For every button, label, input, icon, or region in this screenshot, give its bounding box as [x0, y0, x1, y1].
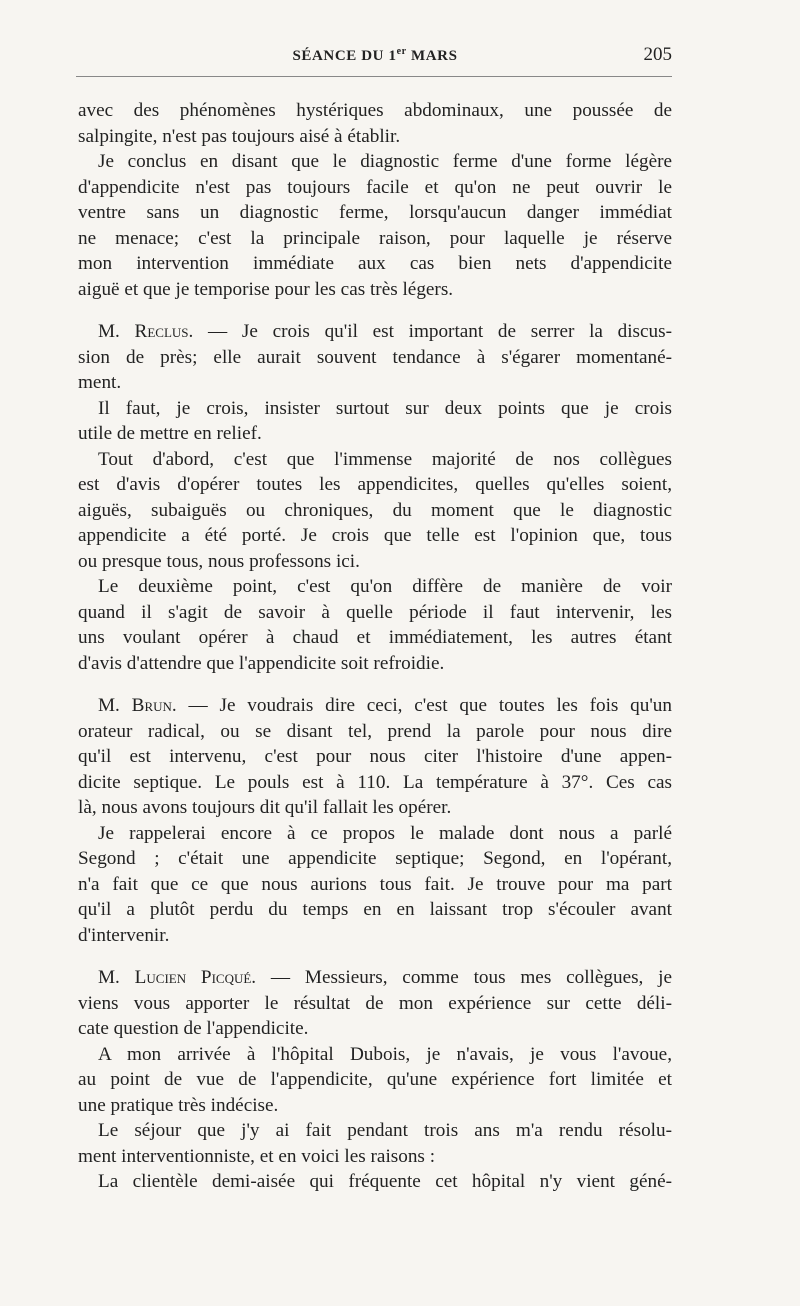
text-line: d'appendicite n'est pas toujours facile et qu'on ne peut ouvrir le [78, 176, 672, 198]
text-line: ment. [78, 372, 122, 393]
text-line: A mon arrivée à l'hôpital Dubois, je n'avais, je vous l'avoue, [98, 1043, 672, 1065]
text-line: utile de mettre en relief. [78, 423, 262, 444]
speaker-paragraph [78, 965, 672, 1042]
text-line: viens vous apporter le résultat de mon expérience sur cette déli- [78, 992, 672, 1014]
text-line: M. Reclus. — Je crois qu'il est important de serrer la discus- [98, 321, 672, 342]
page-number: 205 [643, 44, 672, 65]
body-text [78, 98, 672, 1195]
header-rule [76, 76, 672, 77]
text-line: Tout d'abord, c'est que l'immense majorité de nos collègues [98, 448, 672, 470]
paragraph [78, 1169, 672, 1195]
paragraph [78, 98, 672, 149]
text-line: n'a fait que ce que nous aurions tous fait. Je trouve pour ma part [78, 873, 672, 895]
text-line: appendicite a été porté. Je crois que telle est l'opinion que, tous [78, 525, 672, 546]
text-line: une pratique très indécise. [78, 1094, 279, 1116]
text-line: Segond ; c'était une appendicite septique; Segond, en l'opérant, [78, 848, 672, 869]
text-line: quand il s'agit de savoir à quelle période il faut intervenir, les [78, 601, 672, 623]
text-line: orateur radical, ou se disant tel, prend la parole pour nous dire [78, 720, 672, 742]
text-line: cate question de l'appendicite. [78, 1018, 309, 1039]
text-line: La clientèle demi-aisée qui fréquente cet hôpital n'y vient géné- [98, 1171, 672, 1192]
running-header [78, 46, 672, 72]
text-line: ne menace; c'est la principale raison, pour laquelle je réserve [78, 227, 672, 249]
text-line: Je rappelerai encore à ce propos le malade dont nous a parlé [98, 822, 672, 844]
text-line: ventre sans un diagnostic ferme, lorsqu'aucun danger immédiat [78, 202, 672, 223]
speaker-name: M. Lucien Picqué. [98, 967, 257, 988]
text-line: aiguë et que je temporise pour les cas très légers. [78, 278, 454, 300]
text-line: ou presque tous, nous professons ici. [78, 550, 360, 572]
text-line: qu'il est intervenu, c'est pour nous citer l'histoire d'une appen- [78, 746, 672, 767]
text-line: Le deuxième point, c'est qu'on diffère de manière de voir [98, 576, 672, 597]
text-line: aiguës, subaiguës ou chroniques, du moment que le diagnostic [78, 499, 672, 521]
section-gap [78, 948, 672, 965]
text-line: qu'il a plutôt perdu du temps en en laissant trop s'écouler avant [78, 899, 672, 920]
speaker-name: M. Reclus. [98, 321, 194, 342]
text-line: Il faut, je crois, insister surtout sur deux points que je crois [98, 397, 672, 419]
speaker-name: M. Brun. [98, 695, 177, 716]
section-gap [78, 302, 672, 319]
text-line: Je conclus en disant que le diagnostic ferme d'une forme légère [98, 151, 672, 172]
text-line: sion de près; elle aurait souvent tendance à s'égarer momentané- [78, 346, 672, 368]
text-line: est d'avis d'opérer toutes les appendicites, quelles qu'elles soient, [78, 474, 672, 495]
paragraph [78, 1042, 672, 1119]
paragraph [78, 574, 672, 676]
text-line: uns voulant opérer à chaud et immédiatement, les autres étant [78, 627, 672, 648]
speaker-paragraph [78, 319, 672, 396]
running-title: SÉANCE DU 1er MARS [292, 46, 458, 64]
paragraph [78, 821, 672, 949]
paragraph [78, 1118, 672, 1169]
text-line: mon intervention immédiate aux cas bien nets d'appendicite [78, 253, 672, 274]
text-line: salpingite, n'est pas toujours aisé à établir. [78, 125, 401, 147]
text-line: là, nous avons toujours dit qu'il fallait les opérer. [78, 797, 452, 818]
text-line: Le séjour que j'y ai fait pendant trois ans m'a rendu résolu- [98, 1120, 672, 1141]
paragraph [78, 447, 672, 575]
text-line: M. Lucien Picqué. — Messieurs, comme tous mes collègues, je [98, 967, 672, 988]
text-line: avec des phénomènes hystériques abdominaux, une poussée de [78, 100, 672, 121]
text-line: d'avis d'attendre que l'appendicite soit refroidie. [78, 652, 445, 674]
paragraph [78, 396, 672, 447]
text-line: M. Brun. — Je voudrais dire ceci, c'est que toutes les fois qu'un [98, 695, 672, 716]
text-line: dicite septique. Le pouls est à 110. La température à 37°. Ces cas [78, 771, 672, 793]
paragraph [78, 149, 672, 302]
text-line: d'intervenir. [78, 924, 170, 946]
speaker-paragraph [78, 693, 672, 821]
section-gap [78, 676, 672, 693]
text-line: au point de vue de l'appendicite, qu'une expérience fort limitée et [78, 1069, 672, 1090]
text-line: ment interventionniste, et en voici les raisons : [78, 1145, 436, 1167]
